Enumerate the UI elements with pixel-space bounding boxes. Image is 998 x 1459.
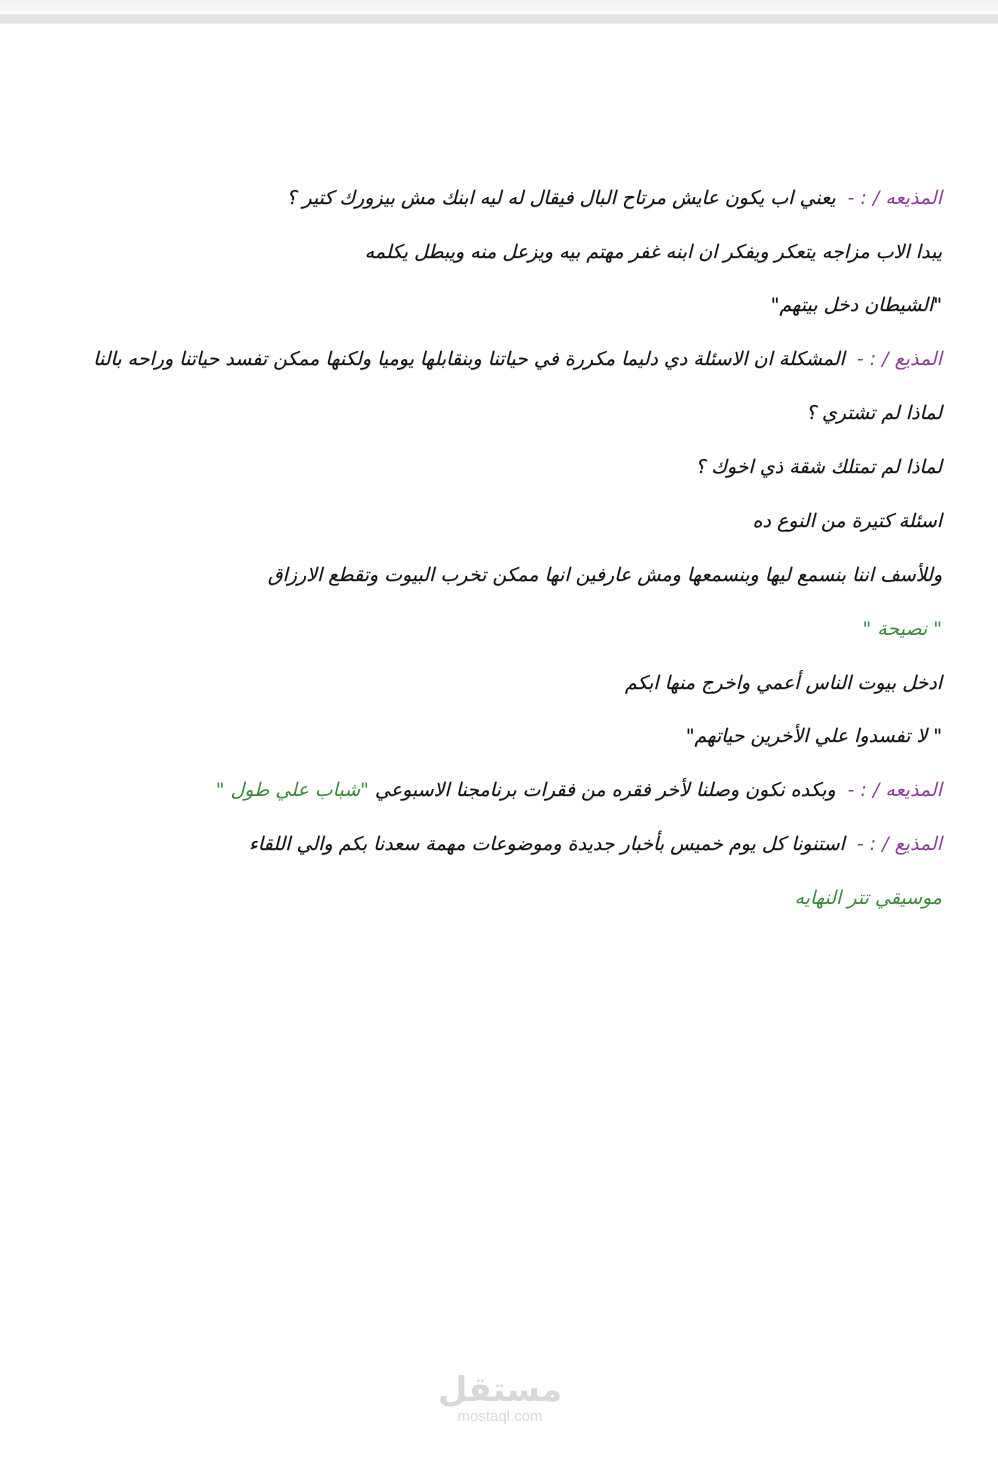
line-text: " لا تفسدوا علي الأخرين حياتهم"	[685, 725, 942, 747]
dialogue-line-13	[249, 831, 942, 857]
line-text: ادخل بيوت الناس أعمي واخرج منها ابكم	[624, 672, 942, 694]
speaker-label: المذيع / :	[869, 833, 942, 855]
line-text: "الشيطان دخل بيتهم"	[770, 294, 942, 316]
dialogue-line-4	[93, 346, 942, 372]
line-text: استنونا كل يوم خميس بأخبار جديدة وموضوعات مهمة سعدنا بكم والي اللقاء	[248, 833, 845, 855]
speaker-label: المذيعه / :	[860, 779, 942, 801]
advice-heading	[862, 616, 942, 642]
line-text: لماذا لم تمتلك شقة ذي اخوك ؟	[695, 456, 942, 478]
dialogue-line-12	[216, 777, 942, 803]
text-line-2	[365, 239, 942, 265]
line-text: وبكده نكون وصلنا لأخر فقره من فقرات برنامجنا الاسبوعي	[374, 779, 836, 801]
line-text: وللأسف اننا بنسمع ليها وبنسمعها ومش عارفين انها ممكن تخرب البيوت وتقطع الارزاق	[267, 564, 942, 586]
text-line-11	[686, 723, 942, 749]
top-scroll-bar[interactable]	[0, 14, 998, 24]
watermark-url: mostaql.com	[457, 1408, 543, 1425]
dash-separator: -	[856, 348, 864, 370]
line-text: المشكلة ان الاسئلة دي دليما مكررة في حياتنا وبنقابلها يوميا ولكنها ممكن تفسد حياتنا وراحه بالنا	[93, 348, 845, 370]
line-text: يعني اب يكون عايش مرتاح البال فيقال له ليه ابنك مش بيزورك كتير ؟	[286, 187, 836, 209]
dash-separator: -	[847, 779, 855, 801]
line-text: اسئلة كتيرة من النوع ده	[752, 510, 942, 532]
speaker-label: المذيعه / :	[860, 187, 942, 209]
text-line-5	[806, 400, 942, 426]
dash-separator: -	[847, 187, 855, 209]
ending-music-note	[794, 885, 942, 911]
speaker-label: المذيع / :	[869, 348, 942, 370]
watermark-arabic-logo: مستقل	[437, 1370, 563, 1410]
text-line-8	[268, 562, 942, 588]
line-text: " نصيحة "	[862, 618, 942, 640]
line-text: موسيقي تتر النهايه	[794, 887, 942, 909]
text-line-10	[625, 670, 942, 696]
text-line-3	[771, 292, 942, 318]
line-text: لماذا لم تشتري ؟	[805, 402, 942, 424]
dash-separator: -	[856, 833, 864, 855]
text-line-7	[752, 508, 942, 534]
program-name: "شباب علي طول "	[215, 779, 369, 801]
top-fade	[0, 0, 998, 14]
dialogue-line-1	[286, 185, 942, 211]
line-text: يبدا الاب مزاجه يتعكر ويفكر ان ابنه غفر مهتم بيه ويزعل منه ويبطل يكلمه	[364, 241, 942, 263]
mostaql-watermark	[435, 1372, 565, 1426]
text-line-6	[695, 454, 942, 480]
